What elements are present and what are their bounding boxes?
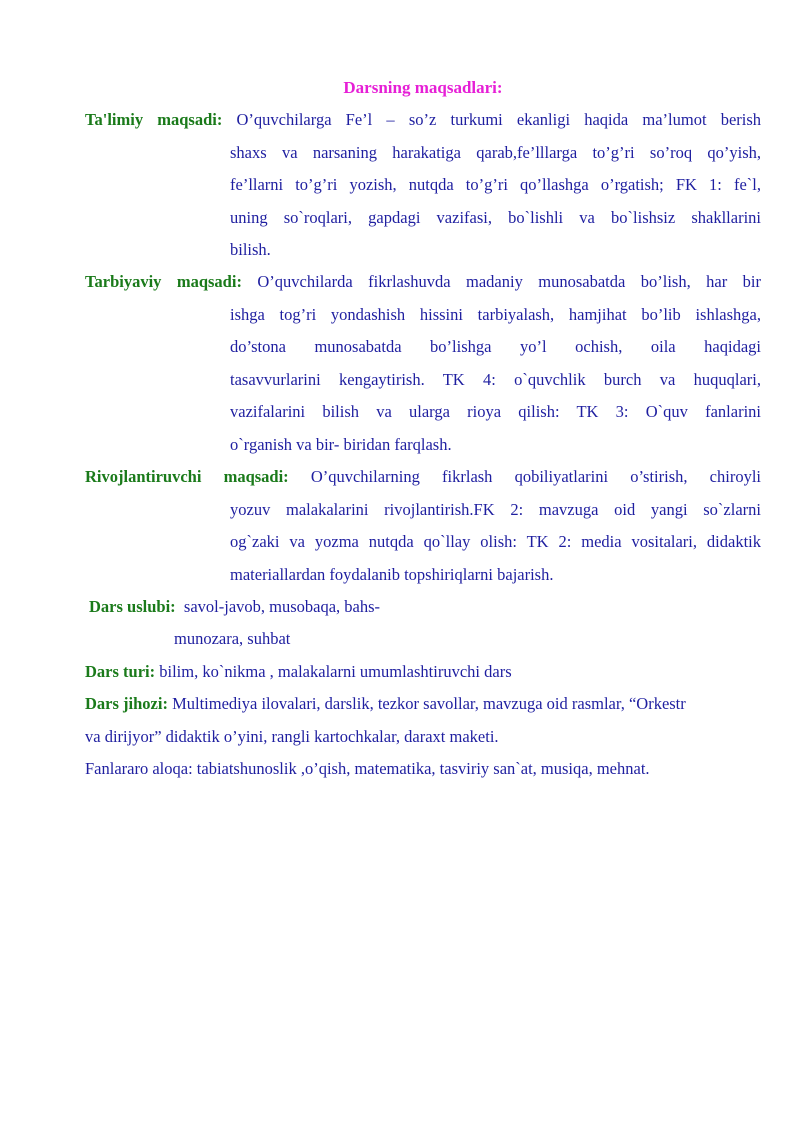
- uslubi-label: Dars uslubi:: [89, 597, 176, 616]
- tarbiyaviy-first-line: [85, 266, 761, 299]
- talimiy-label: Ta'limiy maqsadi:: [85, 110, 223, 129]
- tarbiyaviy-section: [85, 266, 761, 461]
- tarbiyaviy-line-2: ishga tog’ri yondashish hissini tarbiyalash, hamjihat bo’lib ishlashga,: [230, 304, 761, 324]
- page-title: Darsning maqsadlari:: [343, 78, 503, 97]
- talimiy-first-line: [85, 104, 761, 137]
- talimiy-section: [85, 104, 761, 267]
- uslubi-line-2: munozara, suhbat: [174, 629, 291, 648]
- rivojlantiruvchi-continuation: [230, 494, 761, 592]
- tarbiyaviy-line-5: vazifalarini bilish va ularga rioya qilish: TK 3: O`quv fanlarini: [230, 402, 761, 421]
- talimiy-line-1: O’quvchilarga Fe’l – so’z turkumi ekanligi haqida ma’lumot berish: [236, 110, 762, 129]
- tarbiyaviy-line-1: O’quvchilarda fikrlashuvda madaniy munosabatda bo’lish, har bir: [257, 272, 761, 291]
- rivojlantiruvchi-label: Rivojlantiruvchi maqsadi:: [85, 467, 289, 486]
- jihozi-text-1: Multimediya ilovalari, darslik, tezkor savollar, mavzuga oid rasmlar, “Orkestr: [172, 694, 686, 713]
- fanlararo-line: Fanlararo aloqa: tabiatshunoslik ,o’qish, matematika, tasviriy san`at, musiqa, mehnat.: [85, 759, 650, 778]
- jihozi-label: Dars jihozi:: [85, 694, 168, 713]
- tarbiyaviy-line-3: do’stona munosabatda bo’lishga yo’l ochish, oila haqidagi: [230, 337, 761, 356]
- rivojlantiruvchi-line-4: materiallardan foydalanib topshiriqlarni bajarish.: [230, 564, 554, 584]
- talimiy-continuation: [230, 137, 761, 267]
- uslubi-text-1: savol-javob, musobaqa, bahs-: [183, 597, 381, 616]
- jihozi-line-1: [85, 688, 765, 721]
- tarbiyaviy-line-4: tasavvurlarini kengaytirish. TK 4: o`quvchlik burch va huquqlari,: [230, 369, 761, 389]
- rivojlantiruvchi-line-2: yozuv malakalarini rivojlantirish.FK 2: mavzuga oid yangi so`zlarni: [230, 499, 761, 519]
- tarbiyaviy-continuation: [230, 299, 761, 462]
- turi-text: bilim, ko`nikma , malakalarni umumlashtiruvchi dars: [159, 662, 512, 681]
- turi-label: Dars turi:: [85, 662, 156, 681]
- rivojlantiruvchi-line-1: O’quvchilarning fikrlash qobiliyatlarini o’stirish, chiroyli: [310, 467, 761, 486]
- tarbiyaviy-line-6: o`rganish va bir- biridan farqlash.: [230, 434, 452, 454]
- talimiy-line-5: bilish.: [230, 240, 271, 259]
- jihozi-line-2: va dirijyor” didaktik o’yini, rangli kartochkalar, daraxt maketi.: [85, 727, 499, 746]
- rivojlantiruvchi-line-3: og`zaki va yozma nutqda qo`llay olish: TK 2: media vositalari, didaktik: [230, 532, 761, 551]
- uslubi-line-1: [89, 591, 769, 624]
- talimiy-line-3: fe’llarni to’g’ri yozish, nutqda to’g’ri qo’llashga o’rgatish; FK 1: fe`l,: [230, 175, 761, 194]
- rivojlantiruvchi-section: [85, 461, 761, 591]
- tarbiyaviy-label: Tarbiyaviy maqsadi:: [85, 272, 242, 291]
- turi-line: [85, 656, 765, 689]
- talimiy-line-2: shaxs va narsaning harakatiga qarab,fe’lllarga to’g’ri so’roq qo’yish,: [230, 142, 761, 162]
- rivojlantiruvchi-first-line: [85, 461, 761, 494]
- talimiy-line-4: uning so`roqlari, gapdagi vazifasi, bo`lishli va bo`lishsiz shakllarini: [230, 207, 761, 227]
